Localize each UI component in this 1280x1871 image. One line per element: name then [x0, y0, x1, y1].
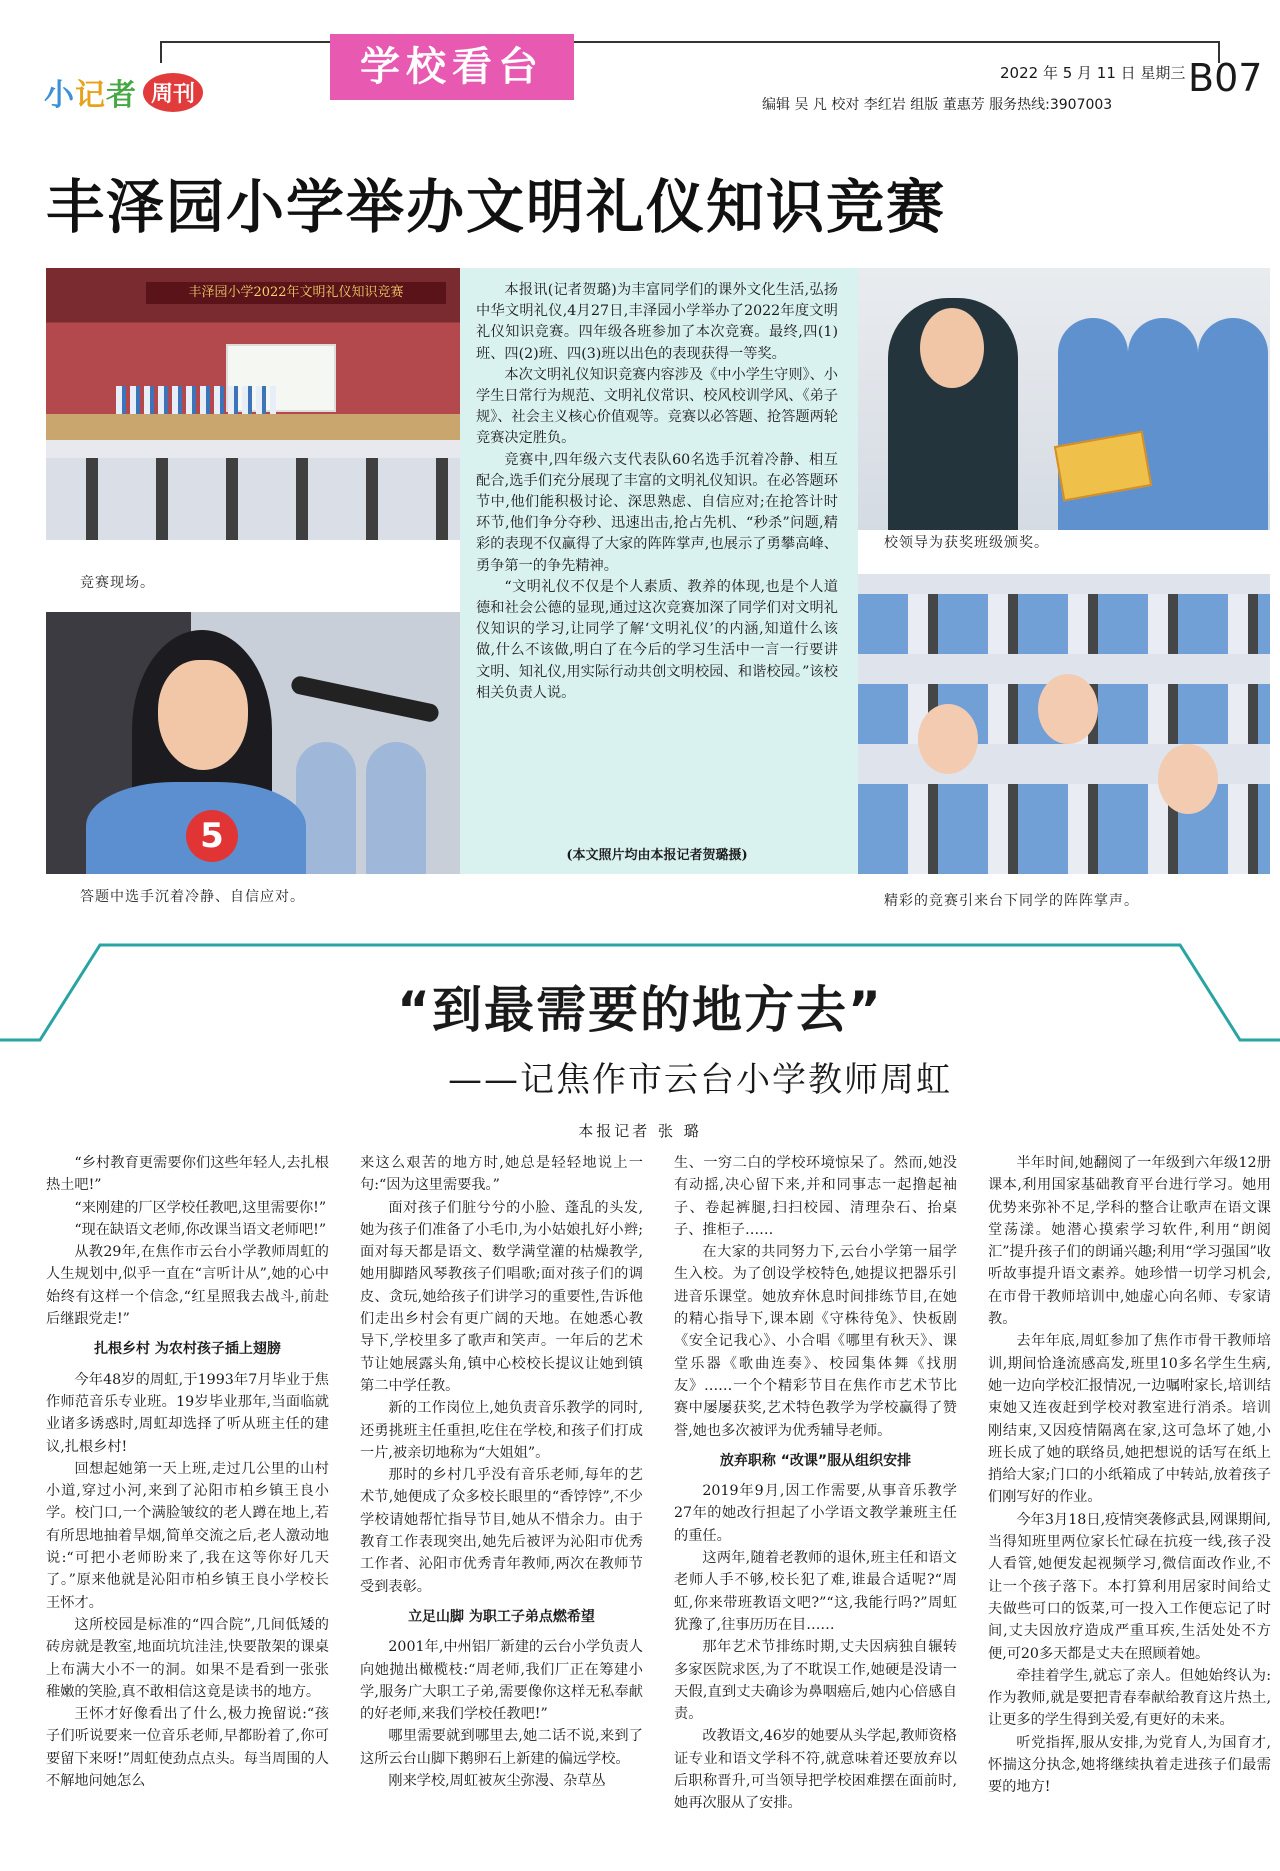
article1-paragraph: 本报讯(记者贺璐)为丰富同学们的课外文化生活,弘扬中华文明礼仪,4月27日,丰泽园小学举办了2022年度文明礼仪知识竞赛。四年级各班参加了本次竞赛。最终,四(1)班、四(2)班、四(3)班以出色的表现获得一等奖。: [476, 282, 838, 362]
article1-headline: 丰泽园小学举办文明礼仪知识竞赛: [46, 173, 947, 241]
caption-award: 校领导为获奖班级颁奖。: [884, 535, 1049, 551]
article2-paragraph: 那时的乡村几乎没有音乐老师,每年的艺术节,她便成了众多校长眼里的“香饽饽”,不少学校请她帮忙指导节目,她从不惜余力。由于教育工作表现突出,她先后被评为沁阳市优秀工作者、沁阳市优秀青年教师,两次在教师节受到表彰。: [360, 1467, 643, 1595]
contestant-number-badge: 5: [186, 810, 238, 862]
article2-paragraph: 生、一穷二白的学校环境惊呆了。然而,她没有动摇,决心留下来,并和同事志一起撸起袖子、卷起裤腿,扫扫校园、清理杂石、抬桌子、推柜子……: [674, 1155, 957, 1238]
speaker-face: [158, 660, 248, 770]
article2-paragraph: 半年时间,她翻阅了一年级到六年级12册课本,利用国家基础教育平台进行学习。她用优势来弥补不足,学科的整合让歌声在语文课堂荡漾。她潜心摸索学习软件,利用“朗阅汇”提升孩子们的朗诵兴趣;利用“学习强国”收听故事提升语文素养。她珍惜一切学习机会,在市骨干教师培训中,她虚心向名师、专家请教。: [988, 1155, 1271, 1328]
photo-speaker: [46, 612, 460, 874]
article2-paragraph: 哪里需要就到哪里去,她二话不说,来到了这所云台山脚下鹅卵石上新建的偏远学校。: [360, 1728, 643, 1767]
article1-paragraph: 竞赛中,四年级六支代表队60名选手沉着冷静、相互配合,选手们充分展现了丰富的文明礼仪知识。在必答题环节中,他们能积极讨论、深思熟虑、自信应对;在抢答计时环节,他们争分夺秒、迅速出击,抢占先机、“秒杀”问题,精彩的表现不仅赢得了大家的阵阵掌声,也展示了勇攀高峰、勇争第一的争先精神。: [476, 451, 838, 574]
logo-text: [44, 70, 137, 114]
article2-paragraph: 面对孩子们脏兮兮的小脸、蓬乱的头发,她为孩子们准备了小毛巾,为小姑娘扎好小辫;面对每天都是语文、数学满堂灌的枯燥教学,她用脚踏风琴教孩子们唱歌;面对孩子们的调皮、贪玩,她给孩子们讲学习的重要性,告诉他们走出乡村会有更广阔的天地。在她悉心教导下,学校里多了歌声和笑声。一年后的艺术节让她展露头角,镇中心校校长提议让她到镇第二中学任教。: [360, 1199, 643, 1394]
microphone: [290, 675, 440, 724]
article2-subheading: 立足山脚 为职工子弟点燃希望: [408, 1608, 595, 1625]
header-rule: [160, 41, 1220, 43]
photo-banner-text: 丰泽园小学2022年文明礼仪知识竞赛: [146, 282, 446, 304]
article2-paragraph: 2001年,中州铝厂新建的云台小学负责人向她抛出橄榄枝:“周老师,我们厂正在筹建小学,服务广大职工子弟,需要像你这样无私奉献的好老师,来我们学校任教吧!”: [360, 1639, 643, 1723]
student-face: [1038, 674, 1098, 744]
editorial-credits: 编辑 吴 凡 校对 李红岩 组版 董惠芳 服务热线:3907003: [762, 97, 1113, 113]
issue-date: 2022 年 5 月 11 日 星期三: [1000, 64, 1186, 82]
article2-subhead: ——记焦作市云台小学教师周虹: [448, 1060, 952, 1100]
student-face: [918, 704, 978, 774]
audience-row: [858, 594, 1270, 654]
logo-char-1: 小: [44, 78, 75, 113]
article2-paragraph: 刚来学校,周虹被灰尘弥漫、杂草丛: [388, 1773, 606, 1790]
caption-contest: 竞赛现场。: [80, 575, 155, 591]
caption-speaker: 答题中选手沉着冷静、自信应对。: [80, 889, 305, 905]
page-number: B07: [1188, 56, 1263, 100]
article2-paragraph: “来刚建的厂区学校任教吧,这里需要你!”: [74, 1199, 327, 1216]
article1-paragraph: 本次文明礼仪知识竞赛内容涉及《中小学生守则》、小学生日常行为规范、文明礼仪常识、校风校训学风、《弟子规》、社会主义核心价值观等。竞赛以必答题、抢答题两轮竞赛决定胜负。: [476, 366, 838, 447]
article2-paragraph: 新的工作岗位上,她负责音乐教学的同时,还勇挑班主任重担,吃住在学校,和孩子们打成一片,被亲切地称为“大姐姐”。: [360, 1400, 643, 1461]
article2-paragraph: 2019年9月,因工作需要,从事音乐教学27年的她改行担起了小学语文教学兼班主任的重任。: [674, 1483, 957, 1544]
photo-award-ceremony: [858, 268, 1270, 530]
photo-contest-venue: [46, 268, 460, 540]
audience-seats: [46, 458, 460, 540]
school-leader-face: [920, 308, 984, 388]
article2-paragraph: 去年年底,周虹参加了焦作市骨干教师培训,期间恰逢流感高发,班里10多名学生生病,她一边向学校汇报情况,一边嘱咐家长,培训结束她又连夜赶到学校对教室进行消杀。培训刚结束,又因疫情隔离在家,这可急坏了她,小班长成了她的联络员,她把想说的话写在纸上捎给大家;门口的小纸箱成了中转站,放着孩子们刚写好的作业。: [988, 1333, 1271, 1506]
contestants-on-stage: [116, 386, 276, 416]
logo-char-3: 者: [106, 78, 137, 113]
article2-byline: 本报记者 张 璐: [578, 1122, 702, 1140]
student-awardee: [1128, 318, 1198, 530]
article2-paragraph: “乡村教育更需要你们这些年轻人,去扎根热土吧!”: [46, 1155, 329, 1194]
photo-audience-clapping: [858, 574, 1270, 874]
article1-paragraph: “文明礼仪不仅是个人素质、教养的体现,也是个人道德和社会公德的显现,通过这次竞赛加深了同学们对文明礼仪知识的学习,让同学了解‘文明礼仪’的内涵,知道什么该做,什么不该做,明白了在今后的学习生活中一言一行要讲文明、知礼仪,用实际行动共创文明校园、和谐校园。”该校相关负责人说。: [476, 578, 838, 701]
section-title: 学校看台: [330, 34, 574, 100]
photo-credit: (本文照片均由本报记者贺璐摄): [566, 848, 748, 863]
background-student: [366, 742, 426, 874]
student-awardee: [1198, 318, 1268, 530]
article2-subheading: 扎根乡村 为农村孩子插上翅膀: [94, 1341, 281, 1358]
article2-paragraph: 听党指挥,服从安排,为党育人,为国育才,怀揣这分执念,她将继续执着走进孩子们最需要的地方!: [988, 1734, 1271, 1796]
stage-floor: [46, 414, 460, 440]
article2-paragraph: 王怀才好像看出了什么,极力挽留说:“孩子们听说要来一位音乐老师,早都盼着了,你可要留下来呀!”周虹使劲点点头。每当周围的人不解地问她怎么: [46, 1706, 329, 1790]
article2-paragraph: 今年48岁的周虹,于1993年7月毕业于焦作师范音乐专业班。19岁毕业那年,当面临就业诸多诱惑时,周虹却选择了听从班主任的建议,扎根乡村!: [46, 1371, 329, 1455]
article2-column-2: [360, 1152, 643, 1857]
article2-paragraph: 回想起她第一天上班,走过几公里的山村小道,穿过小河,来到了沁阳市柏乡镇王良小学。校门口,一个满脸皱纹的老人蹲在地上,若有所思地抽着旱烟,简单交流之后,老人激动地说:“可把小老师盼来了,我在这等你好几天了。”原来他就是沁阳市柏乡镇王良小学校长王怀才。: [46, 1460, 329, 1611]
article2-paragraph: 从教29年,在焦作市云台小学教师周虹的人生规划中,似乎一直在“言听计从”,她的心中始终有这样一个信念,“红星照我去战斗,前赴后继跟党走!”: [46, 1244, 329, 1328]
article2-paragraph: 在大家的共同努力下,云台小学第一届学生入校。为了创设学校特色,她提议把器乐引进音乐课堂。她放弃休息时间排练节目,在她的精心指导下,课本剧《守株待兔》、快板剧《安全记我心》、小合唱《哪里有秋天》、课堂乐器《歌曲连奏》、校园集体舞《找朋友》……一个个精彩节目在焦作市艺术节比赛中屡屡获奖,艺术特色教学为学校赢得了赞誉,她也多次被评为优秀辅导老师。: [674, 1244, 957, 1439]
article2-paragraph: 这所校园是标准的“四合院”,几间低矮的砖房就是教室,地面坑坑洼洼,快要散架的课桌上布满大小不一的洞。如果不是看到一张张稚嫩的笑脸,真不敢相信这竟是读书的地方。: [46, 1616, 329, 1700]
masthead: [0, 0, 1280, 125]
caption-clapping: 精彩的竞赛引来台下同学的阵阵掌声。: [884, 893, 1139, 909]
header-rule-left: [160, 41, 162, 63]
article2-paragraph: 改教语文,46岁的她要从头学起,教师资格证专业和语文学科不符,就意味着还要放弃以后职称晋升,可当领导把学校困难摆在面前时,她再次服从了安排。: [674, 1728, 957, 1812]
logo-badge: 周刊: [143, 73, 203, 112]
logo-char-2: 记: [75, 78, 106, 113]
article2-paragraph: “现在缺语文老师,你改课当语文老师吧!”: [74, 1221, 327, 1238]
article2-column-3: [674, 1152, 957, 1857]
student-face: [1158, 744, 1218, 814]
article2-subheading: 放弃职称 “改课”服从组织安排: [719, 1452, 912, 1469]
article2-column-4: [988, 1152, 1271, 1857]
newspaper-logo: [44, 70, 203, 114]
article2-paragraph: 来这么艰苦的地方时,她总是轻轻地说上一句:“因为这里需要我。”: [360, 1155, 643, 1194]
article2-paragraph: 那年艺术节排练时期,丈夫因病独自辗转多家医院求医,为了不耽误工作,她硬是没请一天假,直到丈夫确诊为鼻咽癌后,她内心倍感自责。: [674, 1639, 957, 1723]
article2-column-1: [46, 1152, 329, 1857]
article2-paragraph: 牵挂着学生,就忘了亲人。但她始终认为:作为教师,就是要把青春奉献给教育这片热土,让更多的学生得到关爱,有更好的未来。: [988, 1667, 1271, 1729]
article1-body: [476, 280, 838, 704]
article2-paragraph: 这两年,随着老教师的退休,班主任和语文老师人手不够,校长犯了难,谁最合适呢?“周虹,你来带班教语文吧?”“这,我能行吗?”周虹犹豫了,往事历历在目……: [674, 1550, 957, 1633]
article2-headline: “到最需要的地方去”: [397, 981, 883, 1039]
article1-body-box: [460, 268, 858, 874]
article2-paragraph: 今年3月18日,疫情突袭修武县,网课期间,当得知班里两位家长忙碌在抗疫一线,孩子没人看管,她便发起视频学习,微信面改作业,不让一个孩子落下。本打算利用居家时间给丈夫做些可口的饭菜,可一投入工作便忘记了时间,丈夫因放疗造成严重耳疾,生活处处不方便,可20多天都是丈夫在照顾着她。: [988, 1511, 1271, 1662]
